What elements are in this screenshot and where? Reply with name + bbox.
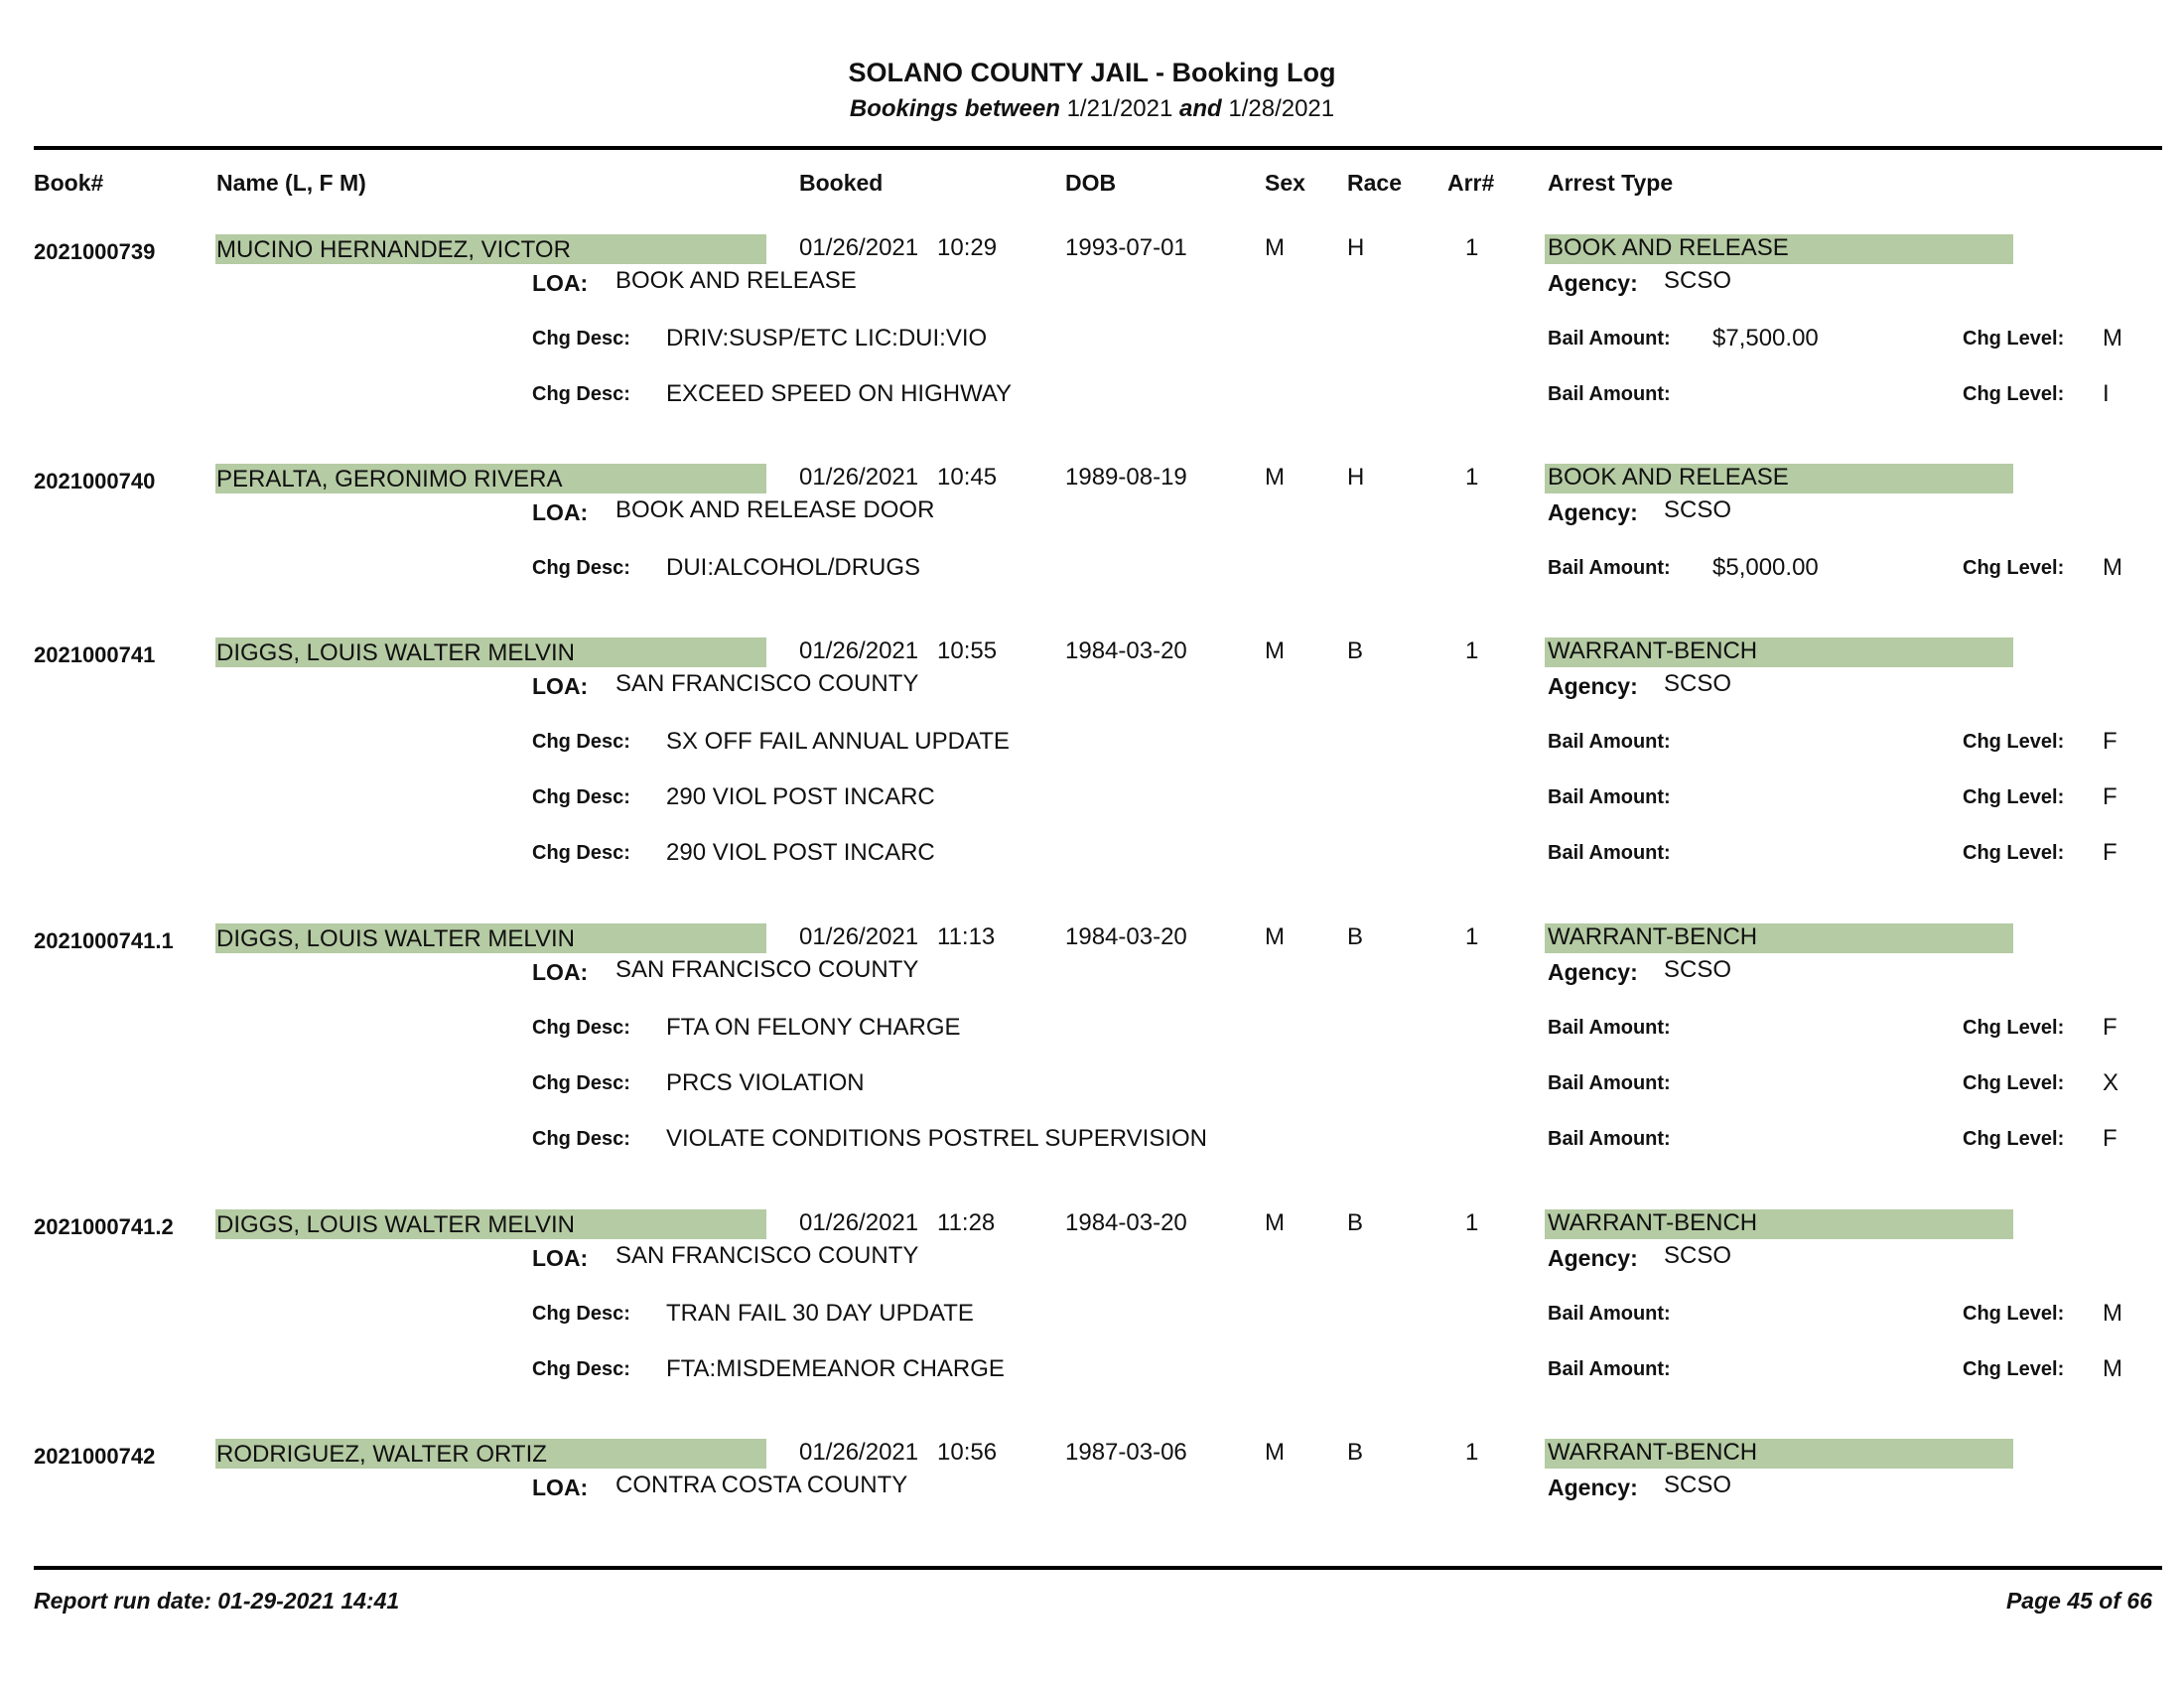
arrest-type: WARRANT-BENCH xyxy=(1548,637,1758,664)
sex: M xyxy=(1265,464,1285,491)
sex: M xyxy=(1265,637,1285,664)
loa-value: SAN FRANCISCO COUNTY xyxy=(615,956,919,983)
sex: M xyxy=(1265,1209,1285,1236)
col-arrest-type: Arrest Type xyxy=(1548,170,1674,196)
chg-level-label: Chg Level: xyxy=(1963,842,2065,864)
agency-value: SCSO xyxy=(1664,267,1732,294)
report-subtitle xyxy=(0,95,2184,123)
chg-desc-label: Chg Desc: xyxy=(532,328,630,350)
bail-amount-label: Bail Amount: xyxy=(1548,731,1671,753)
sex: M xyxy=(1265,1439,1285,1466)
chg-desc-label: Chg Desc: xyxy=(532,1017,630,1039)
bail-amount-label: Bail Amount: xyxy=(1548,328,1671,350)
book-number: 2021000739 xyxy=(34,239,156,264)
arrest-type: BOOK AND RELEASE xyxy=(1548,234,1789,261)
booked-time: 10:45 xyxy=(937,464,998,491)
report-run-date: Report run date: 01-29-2021 14:41 xyxy=(34,1588,400,1614)
chg-desc-label: Chg Desc: xyxy=(532,1303,630,1325)
arrest-number: 1 xyxy=(1465,234,1479,261)
chg-level-label: Chg Level: xyxy=(1963,1358,2065,1380)
charge-level: F xyxy=(2103,728,2117,755)
bail-amount-label: Bail Amount: xyxy=(1548,557,1671,579)
booked-time: 10:55 xyxy=(937,637,998,664)
bail-amount-label: Bail Amount: xyxy=(1548,1072,1671,1094)
loa-label: LOA: xyxy=(532,959,589,985)
inmate-name: DIGGS, LOUIS WALTER MELVIN xyxy=(216,925,575,952)
agency-label: Agency: xyxy=(1548,499,1638,525)
charge-description: FTA:MISDEMEANOR CHARGE xyxy=(666,1355,1005,1382)
chg-desc-label: Chg Desc: xyxy=(532,842,630,864)
race: H xyxy=(1347,464,1365,491)
loa-value: CONTRA COSTA COUNTY xyxy=(615,1472,908,1498)
charge-level: M xyxy=(2103,554,2122,581)
inmate-name: RODRIGUEZ, WALTER ORTIZ xyxy=(216,1441,547,1468)
inmate-name: DIGGS, LOUIS WALTER MELVIN xyxy=(216,1211,575,1238)
charge-level: I xyxy=(2103,380,2110,407)
col-name: Name (L, F M) xyxy=(216,170,366,196)
agency-label: Agency: xyxy=(1548,1475,1638,1500)
booked-time: 11:13 xyxy=(937,923,996,950)
arrest-type: WARRANT-BENCH xyxy=(1548,1209,1758,1236)
inmate-name: MUCINO HERNANDEZ, VICTOR xyxy=(216,236,571,263)
agency-label: Agency: xyxy=(1548,959,1638,985)
bail-amount-label: Bail Amount: xyxy=(1548,1017,1671,1039)
col-dob: DOB xyxy=(1065,170,1117,196)
dob: 1987-03-06 xyxy=(1065,1439,1187,1466)
booked-date: 01/26/2021 xyxy=(799,1439,919,1466)
chg-desc-label: Chg Desc: xyxy=(532,1128,630,1150)
charge-level: M xyxy=(2103,1300,2122,1327)
charge-description: FTA ON FELONY CHARGE xyxy=(666,1014,961,1041)
chg-desc-label: Chg Desc: xyxy=(532,1358,630,1380)
arrest-number: 1 xyxy=(1465,1209,1479,1236)
sex: M xyxy=(1265,234,1285,261)
loa-value: BOOK AND RELEASE DOOR xyxy=(615,496,935,523)
booked-time: 11:28 xyxy=(937,1209,996,1236)
date-from: 1/21/2021 xyxy=(1066,95,1173,122)
chg-desc-label: Chg Desc: xyxy=(532,786,630,808)
chg-level-label: Chg Level: xyxy=(1963,1017,2065,1039)
footer-rule xyxy=(34,1566,2162,1570)
race: B xyxy=(1347,637,1364,664)
agency-label: Agency: xyxy=(1548,673,1638,699)
dob: 1984-03-20 xyxy=(1065,1209,1187,1236)
charge-description: 290 VIOL POST INCARC xyxy=(666,839,935,866)
loa-value: BOOK AND RELEASE xyxy=(615,267,857,294)
bail-amount-label: Bail Amount: xyxy=(1548,383,1671,405)
chg-level-label: Chg Level: xyxy=(1963,1128,2065,1150)
report-title: SOLANO COUNTY JAIL - Booking Log xyxy=(848,58,1336,87)
charge-description: PRCS VIOLATION xyxy=(666,1069,865,1096)
booked-time: 10:56 xyxy=(937,1439,998,1466)
chg-desc-label: Chg Desc: xyxy=(532,731,630,753)
col-race: Race xyxy=(1347,170,1402,196)
dob: 1993-07-01 xyxy=(1065,234,1187,261)
arrest-type: WARRANT-BENCH xyxy=(1548,1439,1758,1466)
dob: 1989-08-19 xyxy=(1065,464,1187,491)
charge-description: DUI:ALCOHOL/DRUGS xyxy=(666,554,921,581)
loa-value: SAN FRANCISCO COUNTY xyxy=(615,1242,919,1269)
sex: M xyxy=(1265,923,1285,950)
bail-amount-label: Bail Amount: xyxy=(1548,1128,1671,1150)
subtitle-prefix: Bookings between xyxy=(849,95,1060,122)
bail-amount: $7,500.00 xyxy=(1712,325,1819,352)
arrest-type: BOOK AND RELEASE xyxy=(1548,464,1789,491)
booked-date: 01/26/2021 xyxy=(799,464,919,491)
charge-description: EXCEED SPEED ON HIGHWAY xyxy=(666,380,1013,407)
col-book: Book# xyxy=(34,170,104,196)
agency-label: Agency: xyxy=(1548,270,1638,296)
loa-label: LOA: xyxy=(532,1245,589,1271)
chg-desc-label: Chg Desc: xyxy=(532,1072,630,1094)
chg-level-label: Chg Level: xyxy=(1963,1072,2065,1094)
booked-date: 01/26/2021 xyxy=(799,923,919,950)
booked-date: 01/26/2021 xyxy=(799,234,919,261)
charge-level: F xyxy=(2103,839,2117,866)
book-number: 2021000741 xyxy=(34,642,156,667)
arrest-number: 1 xyxy=(1465,1439,1479,1466)
charge-description: TRAN FAIL 30 DAY UPDATE xyxy=(666,1300,974,1327)
charge-description: SX OFF FAIL ANNUAL UPDATE xyxy=(666,728,1010,755)
charge-level: X xyxy=(2103,1069,2119,1096)
race: B xyxy=(1347,1439,1364,1466)
race: H xyxy=(1347,234,1365,261)
agency-value: SCSO xyxy=(1664,670,1732,697)
chg-level-label: Chg Level: xyxy=(1963,557,2065,579)
col-sex: Sex xyxy=(1265,170,1305,196)
agency-value: SCSO xyxy=(1664,956,1732,983)
race: B xyxy=(1347,923,1364,950)
loa-label: LOA: xyxy=(532,499,589,525)
chg-desc-label: Chg Desc: xyxy=(532,383,630,405)
bail-amount-label: Bail Amount: xyxy=(1548,1358,1671,1380)
charge-level: M xyxy=(2103,325,2122,352)
col-booked: Booked xyxy=(799,170,884,196)
charge-level: F xyxy=(2103,783,2117,810)
booked-date: 01/26/2021 xyxy=(799,637,919,664)
chg-level-label: Chg Level: xyxy=(1963,383,2065,405)
loa-label: LOA: xyxy=(532,673,589,699)
book-number: 2021000741.1 xyxy=(34,928,174,953)
charge-level: F xyxy=(2103,1125,2117,1152)
page-number: Page 45 of 66 xyxy=(2005,1588,2152,1614)
arrest-type: WARRANT-BENCH xyxy=(1548,923,1758,950)
date-to: 1/28/2021 xyxy=(1228,95,1335,122)
agency-label: Agency: xyxy=(1548,1245,1638,1271)
charge-description: DRIV:SUSP/ETC LIC:DUI:VIO xyxy=(666,325,988,352)
booked-date: 01/26/2021 xyxy=(799,1209,919,1236)
bail-amount: $5,000.00 xyxy=(1712,554,1819,581)
loa-value: SAN FRANCISCO COUNTY xyxy=(615,670,919,697)
charge-description: 290 VIOL POST INCARC xyxy=(666,783,935,810)
loa-label: LOA: xyxy=(532,1475,589,1500)
bail-amount-label: Bail Amount: xyxy=(1548,786,1671,808)
bail-amount-label: Bail Amount: xyxy=(1548,1303,1671,1325)
charge-description: VIOLATE CONDITIONS POSTREL SUPERVISION xyxy=(666,1125,1208,1152)
chg-level-label: Chg Level: xyxy=(1963,731,2065,753)
agency-value: SCSO xyxy=(1664,496,1732,523)
race: B xyxy=(1347,1209,1364,1236)
arrest-number: 1 xyxy=(1465,464,1479,491)
arrest-number: 1 xyxy=(1465,637,1479,664)
charge-level: F xyxy=(2103,1014,2117,1041)
agency-value: SCSO xyxy=(1664,1472,1732,1498)
subtitle-and: and xyxy=(1179,95,1222,122)
chg-level-label: Chg Level: xyxy=(1963,328,2065,350)
book-number: 2021000742 xyxy=(34,1444,156,1469)
arrest-number: 1 xyxy=(1465,923,1479,950)
agency-value: SCSO xyxy=(1664,1242,1732,1269)
chg-level-label: Chg Level: xyxy=(1963,1303,2065,1325)
charge-level: M xyxy=(2103,1355,2122,1382)
header-rule xyxy=(34,146,2162,150)
loa-label: LOA: xyxy=(532,270,589,296)
dob: 1984-03-20 xyxy=(1065,923,1187,950)
booked-time: 10:29 xyxy=(937,234,998,261)
col-arr: Arr# xyxy=(1447,170,1495,196)
chg-level-label: Chg Level: xyxy=(1963,786,2065,808)
inmate-name: DIGGS, LOUIS WALTER MELVIN xyxy=(216,639,575,666)
book-number: 2021000741.2 xyxy=(34,1214,174,1239)
dob: 1984-03-20 xyxy=(1065,637,1187,664)
inmate-name: PERALTA, GERONIMO RIVERA xyxy=(216,466,563,492)
book-number: 2021000740 xyxy=(34,469,156,493)
chg-desc-label: Chg Desc: xyxy=(532,557,630,579)
bail-amount-label: Bail Amount: xyxy=(1548,842,1671,864)
